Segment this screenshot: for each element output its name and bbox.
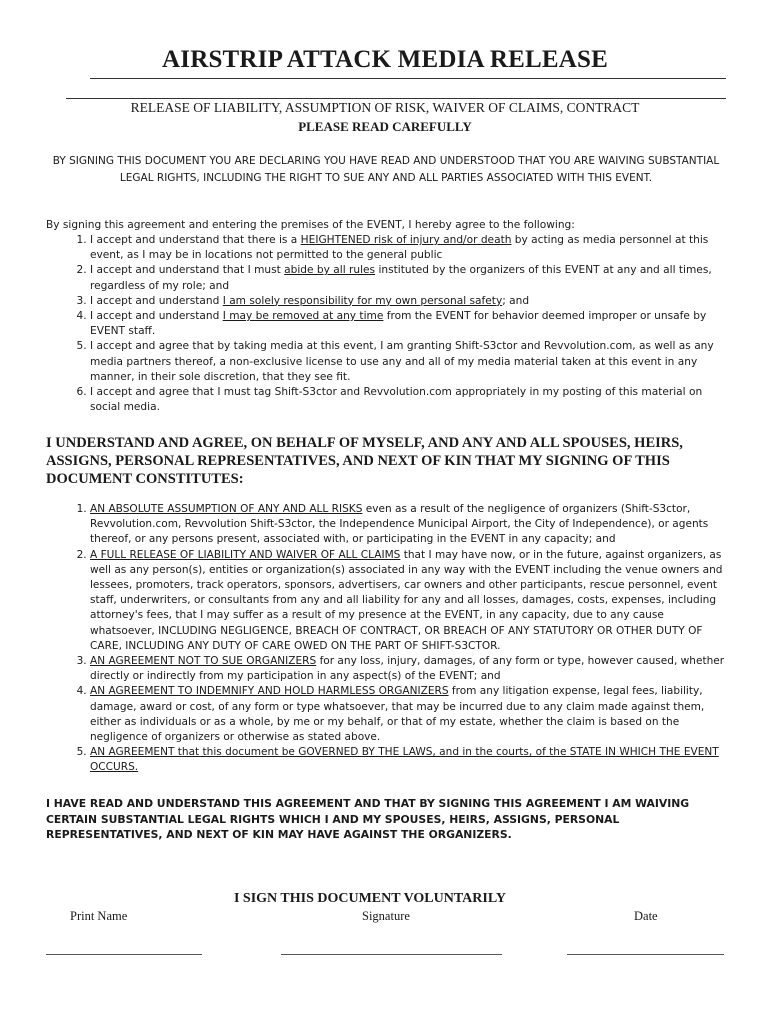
section-divider bbox=[66, 98, 726, 99]
constitutes-list bbox=[46, 502, 726, 776]
title-underline bbox=[90, 78, 726, 79]
final-statement: I HAVE READ AND UNDERSTAND THIS AGREEMENT AND THAT BY SIGNING THIS AGREEMENT I AM WAIVING CERTAIN SUBSTANTIAL LEGAL RIGHTS WHICH I AND MY SPOUSES, HEIRS, ASSIGNS, PERSONAL REPRESENTATIVES, AND NEXT OF KIN MAY HAVE AGAINST THE ORGANIZERS. bbox=[46, 797, 690, 841]
signature-line[interactable] bbox=[281, 954, 502, 955]
constitutes-item: 3. AN AGREEMENT NOT TO SUE ORGANIZERS for any loss, injury, damages, of any form or type, however caused, whether directly or indirectly from my participation in any aspect(s) of the EVENT; and bbox=[90, 654, 726, 684]
agreement-item: 6. I accept and agree that I must tag Shift-S3ctor and Revvolution.com appropriately in my posting of this material on social media. bbox=[90, 385, 716, 415]
constitutes-item: 5. AN AGREEMENT that this document be GOVERNED BY THE LAWS, and in the courts, of the STATE IN WHICH THE EVENT OCCURS. bbox=[90, 745, 726, 775]
document-subtitle: RELEASE OF LIABILITY, ASSUMPTION OF RISK, WAIVER OF CLAIMS, CONTRACT bbox=[130, 100, 640, 115]
agreement-item: 5. I accept and agree that by taking media at this event, I am granting Shift-S3ctor and Revvolution.com, as well as any media partners thereof, a non-exclusive license to use any and all of my media material taken at this event in any manner, in their sole discretion, that they see fit. bbox=[90, 339, 716, 385]
constitutes-item: 1. AN ABSOLUTE ASSUMPTION OF ANY AND ALL RISKS even as a result of the negligence of organizers (Shift-S3ctor, Revvolution.com, Revvolution Shift-S3ctor, the Independence Municipal Airport, the City of Independence), or agents thereof, or any persons present, associated with, or participating in the EVENT in any capacity; and bbox=[90, 502, 726, 548]
document-title: AIRSTRIP ATTACK MEDIA RELEASE bbox=[162, 46, 608, 73]
agreement-item: 2. I accept and understand that I must abide by all rules instituted by the organizers of this EVENT at any and all times, regardless of my role; and bbox=[90, 263, 716, 293]
constitutes-item: 2. A FULL RELEASE OF LIABILITY AND WAIVER OF ALL CLAIMS that I may have now, or in the future, against organizers, as well as any person(s), entities or organization(s) associated in any way with the EVENT including the venue owners and lessees, promoters, track operators, sponsors, advertisers, car owners and other participants, rescue personnel, event staff, underwriters, or consultants from any and all liability for any and all losses, damages, costs, expenses, including attorney's fees, that I may suffer as a result of my presence at the EVENT, in any capacity, due to any cause whatsoever, INCLUDING NEGLIGENCE, BREACH OF CONTRACT, OR BREACH OF ANY STATUTORY OR OTHER DUTY OF CARE, INCLUDING ANY DUTY OF CARE OWED ON THE PART OF SHIFT-S3CTOR. bbox=[90, 548, 726, 654]
agreement-item: 3. I accept and understand I am solely responsibility for my own personal safety; and bbox=[90, 294, 716, 309]
signature-label: Signature bbox=[362, 909, 410, 923]
declaration-paragraph: BY SIGNING THIS DOCUMENT YOU ARE DECLARING YOU HAVE READ AND UNDERSTOOD THAT YOU ARE WAIVING SUBSTANTIAL LEGAL RIGHTS, INCLUDING THE RIGHT TO SUE ANY AND ALL PARTIES ASSOCIATED WITH THIS EVENT. bbox=[52, 155, 720, 184]
sign-voluntarily-heading: I SIGN THIS DOCUMENT VOLUNTARILY bbox=[233, 891, 506, 906]
print-name-line[interactable] bbox=[46, 954, 202, 955]
agreement-item: 4. I accept and understand I may be removed at any time from the EVENT for behavior deemed improper or unsafe by EVENT staff. bbox=[90, 309, 716, 339]
date-label: Date bbox=[634, 909, 658, 923]
agreement-list bbox=[46, 233, 716, 415]
please-read-notice: PLEASE READ CAREFULLY bbox=[298, 119, 472, 134]
intro-paragraph: By signing this agreement and entering the premises of the EVENT, I hereby agree to the following: bbox=[46, 219, 575, 231]
agreement-item: 1. I accept and understand that there is a HEIGHTENED risk of injury and/or death by acting as media personnel at this event, as I may be in locations not permitted to the general public bbox=[90, 233, 716, 263]
constitutes-item: 4. AN AGREEMENT TO INDEMNIFY AND HOLD HARMLESS ORGANIZERS from any litigation expense, legal fees, liability, damage, award or cost, of any form or type whatsoever, that may be incurred due to any claim made against them, either as individuals or as a whole, by me or my behalf, or that of my estate, whether the claim is based on the negligence of organizers or otherwise as stated above. bbox=[90, 684, 726, 745]
understand-heading: I UNDERSTAND AND AGREE, ON BEHALF OF MYSELF, AND ANY AND ALL SPOUSES, HEIRS, ASSIGNS, PERSONAL REPRESENTATIVES, AND NEXT OF KIN THAT MY SIGNING OF THIS DOCUMENT CONSTITUTES: bbox=[46, 435, 683, 487]
date-line[interactable] bbox=[567, 954, 724, 955]
print-name-label: Print Name bbox=[70, 909, 128, 923]
